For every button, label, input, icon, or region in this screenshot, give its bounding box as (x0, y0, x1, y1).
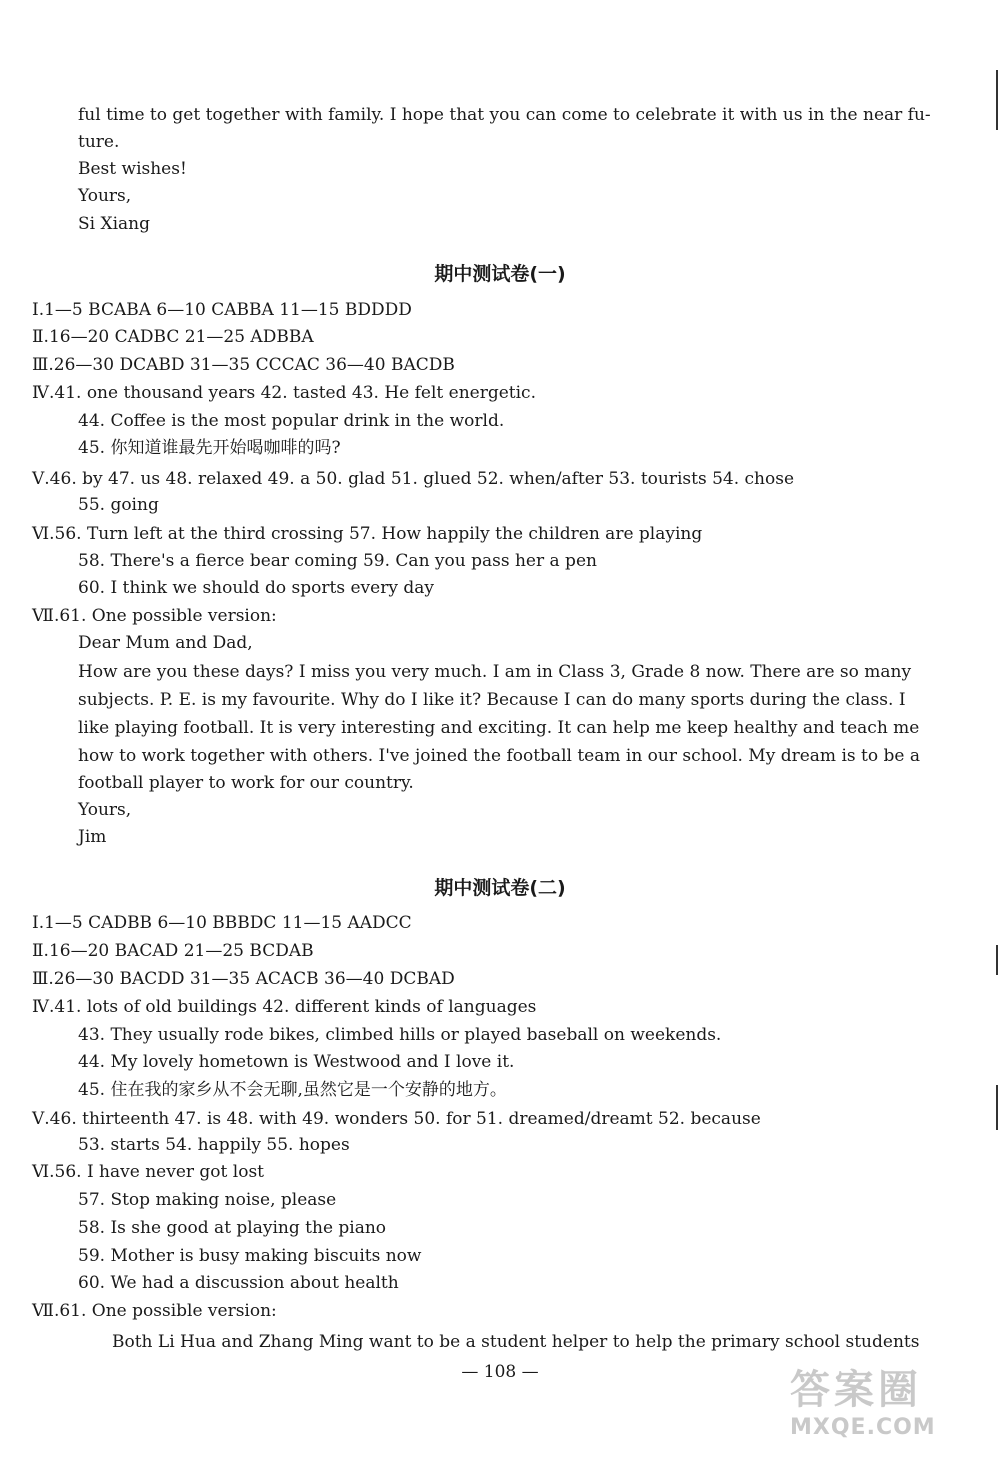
answer-line: 44. My lovely hometown is Westwood and I love it. (78, 1052, 515, 1072)
watermark-url: MXQE.COM (790, 1415, 936, 1440)
scan-edge-mark (996, 1085, 998, 1130)
answer-line: 58. Is she good at playing the piano (78, 1218, 387, 1238)
answer-line: 44. Coffee is the most popular drink in the world. (78, 411, 505, 431)
answer-line: 45. 住在我的家乡从不会无聊,虽然它是一个安静的地方。 (78, 1080, 507, 1100)
answer-line: Ⅵ.56. Turn left at the third crossing 57. How happily the children are playing (32, 524, 703, 544)
section-title-2: 期中测试卷(二) (434, 877, 566, 899)
answer-line: 57. Stop making noise, please (78, 1190, 337, 1210)
scan-edge-mark (996, 945, 998, 975)
watermark-logo (790, 1358, 980, 1448)
answer-line: 60. I think we should do sports every day (78, 578, 434, 598)
answer-line: Ⅶ.61. One possible version: (32, 606, 277, 626)
essay-paragraph-line: Both Li Hua and Zhang Ming want to be a student helper to help the primary school students (112, 1332, 920, 1352)
answer-line: Ⅳ.41. one thousand years 42. tasted 43. He felt energetic. (32, 383, 536, 403)
answer-line: 58. There's a fierce bear coming 59. Can you pass her a pen (78, 551, 597, 571)
answer-line: 43. They usually rode bikes, climbed hills or played baseball on weekends. (78, 1025, 722, 1045)
intro-line: Si Xiang (78, 214, 150, 234)
answer-line: 53. starts 54. happily 55. hopes (78, 1135, 350, 1155)
section-title-1: 期中测试卷(一) (434, 263, 566, 285)
intro-line: Best wishes! (78, 159, 187, 179)
intro-line: Yours, (78, 186, 132, 206)
answer-line: Ⅳ.41. lots of old buildings 42. different kinds of languages (32, 997, 537, 1017)
answer-line: Ⅲ.26—30 BACDD 31—35 ACACB 36—40 DCBAD (32, 969, 455, 989)
answer-line: 45. 你知道谁最先开始喝咖啡的吗? (78, 438, 341, 458)
letter-closing: Yours, (78, 800, 132, 820)
intro-line: ture. (78, 132, 120, 152)
letter-paragraph-line: like playing football. It is very interesting and exciting. It can help me keep healthy and teach me (78, 718, 920, 738)
answer-line: 59. Mother is busy making biscuits now (78, 1246, 422, 1266)
answer-line: Ⅱ.16—20 CADBC 21—25 ADBBA (32, 327, 314, 347)
answer-line: Ⅰ.1—5 CADBB 6—10 BBBDC 11—15 AADCC (32, 913, 412, 933)
intro-line: ful time to get together with family. I hope that you can come to celebrate it with us in the near fu- (78, 105, 931, 125)
answer-line: Ⅴ.46. thirteenth 47. is 48. with 49. wonders 50. for 51. dreamed/dreamt 52. because (32, 1109, 761, 1129)
page-number: — 108 — (461, 1362, 539, 1382)
letter-paragraph-line: how to work together with others. I've joined the football team in our school. My dream is to be a (78, 746, 920, 766)
answer-line: 55. going (78, 495, 159, 515)
answer-line: Ⅴ.46. by 47. us 48. relaxed 49. a 50. glad 51. glued 52. when/after 53. tourists 54. chose (32, 469, 795, 489)
answer-line: Ⅲ.26—30 DCABD 31—35 CCCAC 36—40 BACDB (32, 355, 455, 375)
letter-signature: Jim (78, 827, 107, 847)
scan-edge-mark (996, 70, 998, 130)
letter-paragraph-line: How are you these days? I miss you very much. I am in Class 3, Grade 8 now. There are so many (78, 662, 912, 682)
letter-paragraph-line: football player to work for our country. (78, 773, 414, 793)
watermark-text: 答案圈 (790, 1367, 922, 1413)
answer-line: Ⅱ.16—20 BACAD 21—25 BCDAB (32, 941, 314, 961)
letter-paragraph-line: subjects. P. E. is my favourite. Why do I like it? Because I can do many sports during the class. I (78, 690, 906, 710)
answer-line: Ⅵ.56. I have never got lost (32, 1162, 264, 1182)
answer-line: Ⅰ.1—5 BCABA 6—10 CABBA 11—15 BDDDD (32, 300, 412, 320)
letter-greeting: Dear Mum and Dad, (78, 633, 253, 653)
answer-line: Ⅶ.61. One possible version: (32, 1301, 277, 1321)
answer-line: 60. We had a discussion about health (78, 1273, 399, 1293)
